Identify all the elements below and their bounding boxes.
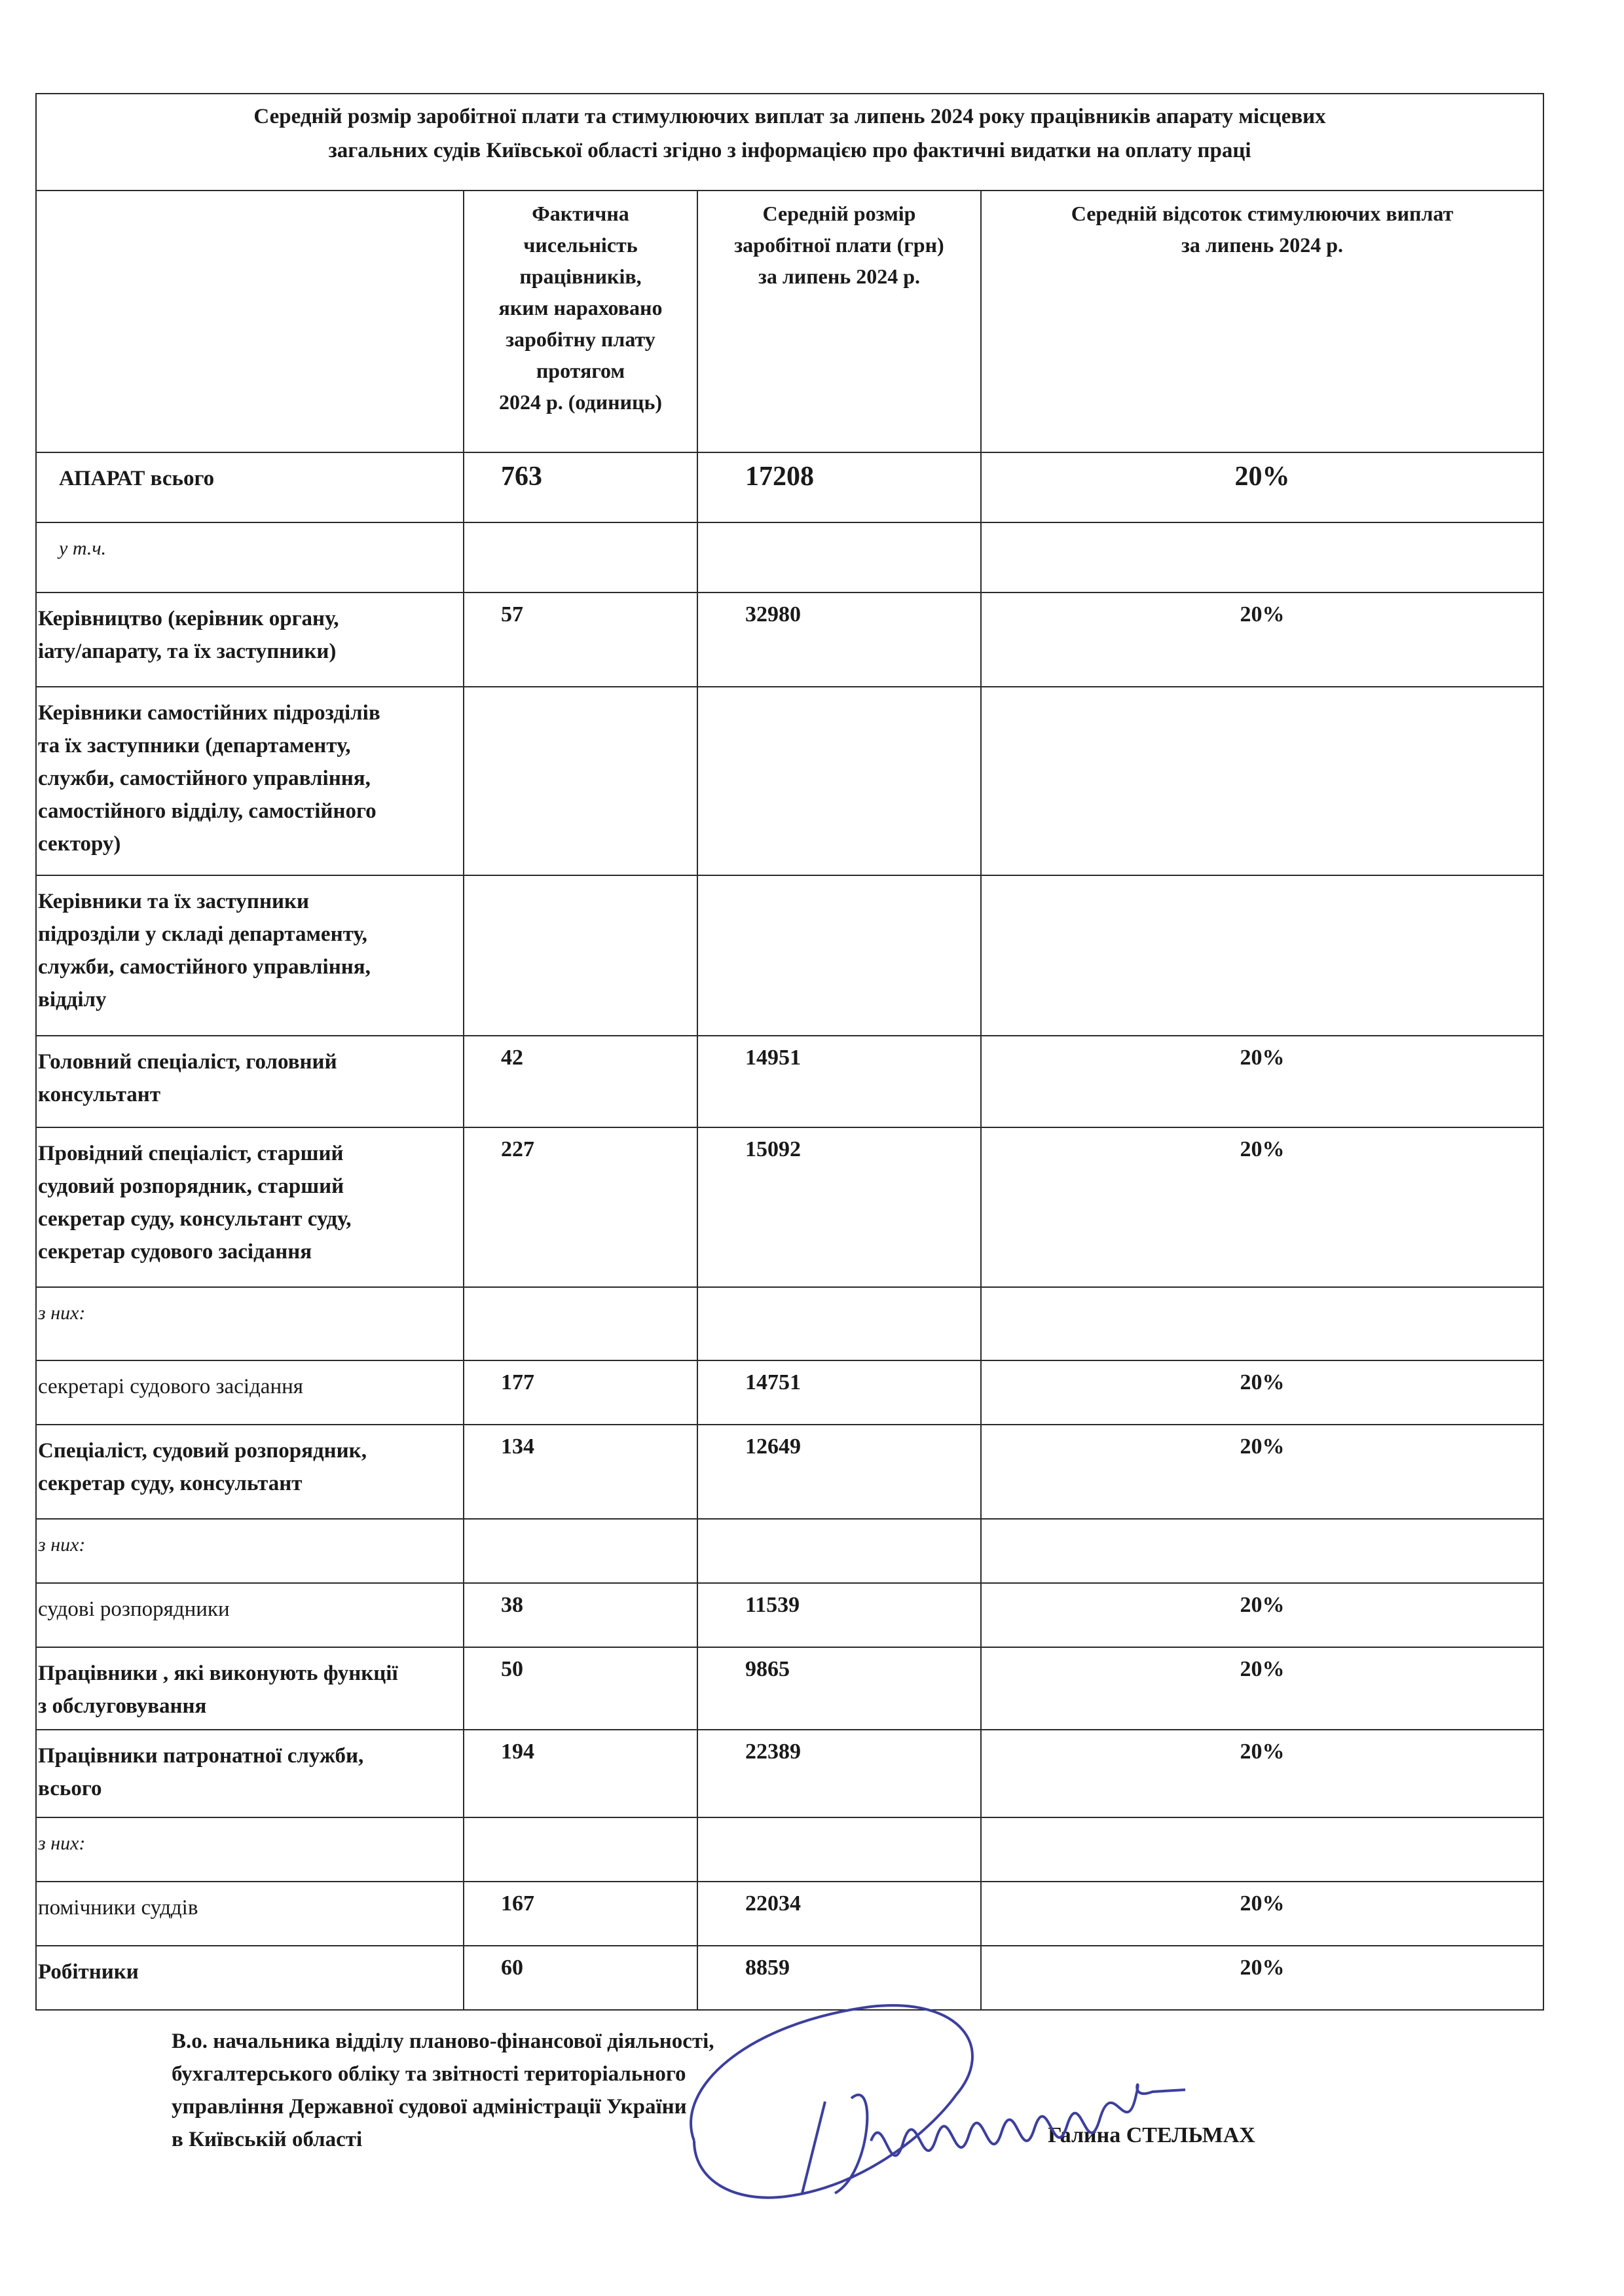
row-label-line: секретар суду, консультант суду, (38, 1207, 352, 1231)
headcount-cell: 38 (464, 1583, 697, 1647)
row-label-line: Працівники , які виконують функції (38, 1662, 398, 1685)
salary-table (35, 93, 1544, 2011)
row-label-line: іату/апарату, та їх заступники) (38, 640, 337, 663)
bonus-percent-cell (981, 875, 1543, 1036)
table-row (36, 592, 1543, 687)
table-row (36, 1647, 1543, 1730)
header-salary-line: заробітної плати (грн) (734, 233, 944, 257)
bonus-percent-cell (981, 522, 1543, 592)
row-label-line: помічники суддів (38, 1896, 198, 1920)
bonus-percent-cell: 20% (981, 1647, 1543, 1730)
header-headcount-line: заробітну плату (506, 327, 655, 351)
bonus-percent-cell (981, 1287, 1543, 1360)
bonus-percent-cell: 20% (981, 1360, 1543, 1425)
table-row (36, 1360, 1543, 1425)
headcount-cell (464, 1817, 697, 1882)
row-label (36, 1817, 464, 1882)
row-label (36, 1882, 464, 1946)
row-label-line: Робітники (38, 1960, 139, 1984)
row-label-line: секретар суду, консультант (38, 1472, 303, 1495)
row-label (36, 1946, 464, 2010)
avg-salary-cell: 12649 (697, 1425, 981, 1519)
headcount-cell (464, 875, 697, 1036)
avg-salary-cell: 32980 (697, 592, 981, 687)
row-label-line: служби, самостійного управління, (38, 767, 371, 790)
table-row (36, 1036, 1543, 1127)
headcount-cell (464, 1519, 697, 1583)
signatory-position-line: В.о. начальника відділу планово-фінансової діяльності, (172, 2030, 714, 2053)
table-row (36, 1127, 1543, 1287)
row-label (36, 1425, 464, 1519)
row-label-line: судовий розпорядник, старший (38, 1175, 344, 1198)
row-label-line: з них: (38, 1534, 86, 1556)
row-label (36, 1647, 464, 1730)
table-row (36, 875, 1543, 1036)
headcount-cell: 134 (464, 1425, 697, 1519)
row-label (36, 1127, 464, 1287)
headcount-cell: 42 (464, 1036, 697, 1127)
row-label-line: та їх заступники (департаменту, (38, 734, 351, 757)
row-label-line: підрозділи у складі департаменту, (38, 922, 367, 946)
row-label-line: Спеціаліст, судовий розпорядник, (38, 1439, 367, 1463)
header-headcount-line: яким нараховано (498, 296, 663, 319)
row-label (36, 1287, 464, 1360)
headcount-cell: 763 (464, 452, 697, 522)
signatory-position-line: управління Державної судової адміністрації України (172, 2095, 687, 2119)
row-label-line: Працівники патронатної служби, (38, 1744, 364, 1768)
header-headcount-line: Фактична (532, 202, 629, 225)
row-label-line: відділу (38, 988, 107, 1011)
bonus-percent-cell: 20% (981, 1730, 1543, 1817)
table-row (36, 1287, 1543, 1360)
row-label (36, 1360, 464, 1425)
header-avg-salary (697, 191, 981, 452)
row-label-line: з них: (38, 1832, 86, 1854)
title-line-1: Середній розмір заробітної плати та стимулюючих виплат за липень 2024 року працівників апарату місцевих (253, 105, 1326, 128)
avg-salary-cell: 17208 (697, 452, 981, 522)
row-label (36, 1730, 464, 1817)
headcount-cell (464, 522, 697, 592)
bonus-percent-cell: 20% (981, 452, 1543, 522)
header-row (36, 191, 1543, 452)
row-label-line: судові розпорядники (38, 1597, 230, 1621)
avg-salary-cell (697, 1817, 981, 1882)
table-row (36, 1583, 1543, 1647)
avg-salary-cell: 22034 (697, 1882, 981, 1946)
avg-salary-cell: 8859 (697, 1946, 981, 2010)
title-row (36, 94, 1543, 191)
table-row (36, 1730, 1543, 1817)
row-label (36, 452, 464, 522)
row-label (36, 687, 464, 875)
table-body (36, 452, 1543, 2010)
avg-salary-cell: 14751 (697, 1360, 981, 1425)
row-label-line: всього (38, 1777, 102, 1800)
row-label (36, 592, 464, 687)
signatory-position-line: бухгалтерського обліку та звітності територіального (172, 2062, 686, 2086)
row-label-line: з них: (38, 1302, 86, 1324)
bonus-percent-cell (981, 1519, 1543, 1583)
row-label-line: Головний спеціаліст, головний (38, 1050, 337, 1074)
handwritten-signature (655, 1977, 1244, 2213)
row-label-line: у т.ч. (59, 538, 107, 559)
row-label-line: служби, самостійного управління, (38, 955, 371, 979)
row-label (36, 875, 464, 1036)
bonus-percent-cell: 20% (981, 1425, 1543, 1519)
header-salary-line: Середній розмір (762, 202, 916, 225)
bonus-percent-cell: 20% (981, 1036, 1543, 1127)
bonus-percent-cell: 20% (981, 1127, 1543, 1287)
table-row (36, 1817, 1543, 1882)
headcount-cell: 177 (464, 1360, 697, 1425)
row-label (36, 1519, 464, 1583)
header-empty-cell (36, 191, 464, 452)
row-label (36, 522, 464, 592)
row-label-line: Керівники та їх заступники (38, 890, 309, 913)
bonus-percent-cell (981, 1817, 1543, 1882)
table-row (36, 1519, 1543, 1583)
row-label-line: Провідний спеціаліст, старший (38, 1142, 344, 1165)
signatory-position-line: в Київській області (172, 2128, 363, 2151)
avg-salary-cell (697, 875, 981, 1036)
table-row (36, 687, 1543, 875)
row-label-line: з обслуговування (38, 1694, 207, 1718)
bonus-percent-cell: 20% (981, 592, 1543, 687)
document-title (36, 94, 1543, 191)
headcount-cell: 60 (464, 1946, 697, 2010)
avg-salary-cell: 14951 (697, 1036, 981, 1127)
headcount-cell: 57 (464, 592, 697, 687)
bonus-percent-cell: 20% (981, 1946, 1543, 2010)
table-row (36, 452, 1543, 522)
header-salary-line: за липень 2024 р. (758, 264, 921, 288)
avg-salary-cell (697, 522, 981, 592)
title-line-2: загальних судів Київської області згідно з інформацією про фактичні видатки на оплату праці (328, 139, 1251, 162)
row-label (36, 1036, 464, 1127)
table-row (36, 1882, 1543, 1946)
avg-salary-cell (697, 1287, 981, 1360)
row-label (36, 1583, 464, 1647)
row-label-line: сектору) (38, 832, 121, 856)
headcount-cell: 50 (464, 1647, 697, 1730)
avg-salary-cell: 22389 (697, 1730, 981, 1817)
bonus-percent-cell (981, 687, 1543, 875)
headcount-cell: 227 (464, 1127, 697, 1287)
row-label-line: секретар судового засідання (38, 1240, 312, 1264)
signature-block (172, 2025, 714, 2156)
header-headcount-line: протягом (536, 359, 625, 382)
bonus-percent-cell: 20% (981, 1882, 1543, 1946)
row-label-line: секретарі судового засідання (38, 1375, 303, 1398)
header-headcount-line: працівників, (519, 264, 642, 288)
headcount-cell (464, 1287, 697, 1360)
table-row (36, 1425, 1543, 1519)
headcount-cell: 194 (464, 1730, 697, 1817)
header-headcount-line: чисельність (523, 233, 638, 257)
row-label-line: самостійного відділу, самостійного (38, 799, 377, 823)
header-headcount-line: 2024 р. (одиниць) (498, 390, 663, 414)
row-label-line: Керівники самостійних підрозділів (38, 701, 380, 725)
header-avg-bonus-percent (981, 191, 1543, 452)
header-percent-line: за липень 2024 р. (1181, 233, 1344, 257)
row-label-line: АПАРАТ всього (59, 467, 215, 490)
avg-salary-cell: 15092 (697, 1127, 981, 1287)
avg-salary-cell (697, 687, 981, 875)
avg-salary-cell: 9865 (697, 1647, 981, 1730)
row-label-line: консультант (38, 1083, 161, 1106)
avg-salary-cell (697, 1519, 981, 1583)
header-headcount (464, 191, 697, 452)
table-row (36, 522, 1543, 592)
header-percent-line: Середній відсоток стимулюючих виплат (1071, 202, 1454, 225)
row-label-line: Керівництво (керівник органу, (38, 607, 339, 630)
headcount-cell: 167 (464, 1882, 697, 1946)
signer-name: Галина СТЕЛЬМАХ (1048, 2123, 1255, 2147)
headcount-cell (464, 687, 697, 875)
avg-salary-cell: 11539 (697, 1583, 981, 1647)
bonus-percent-cell: 20% (981, 1583, 1543, 1647)
